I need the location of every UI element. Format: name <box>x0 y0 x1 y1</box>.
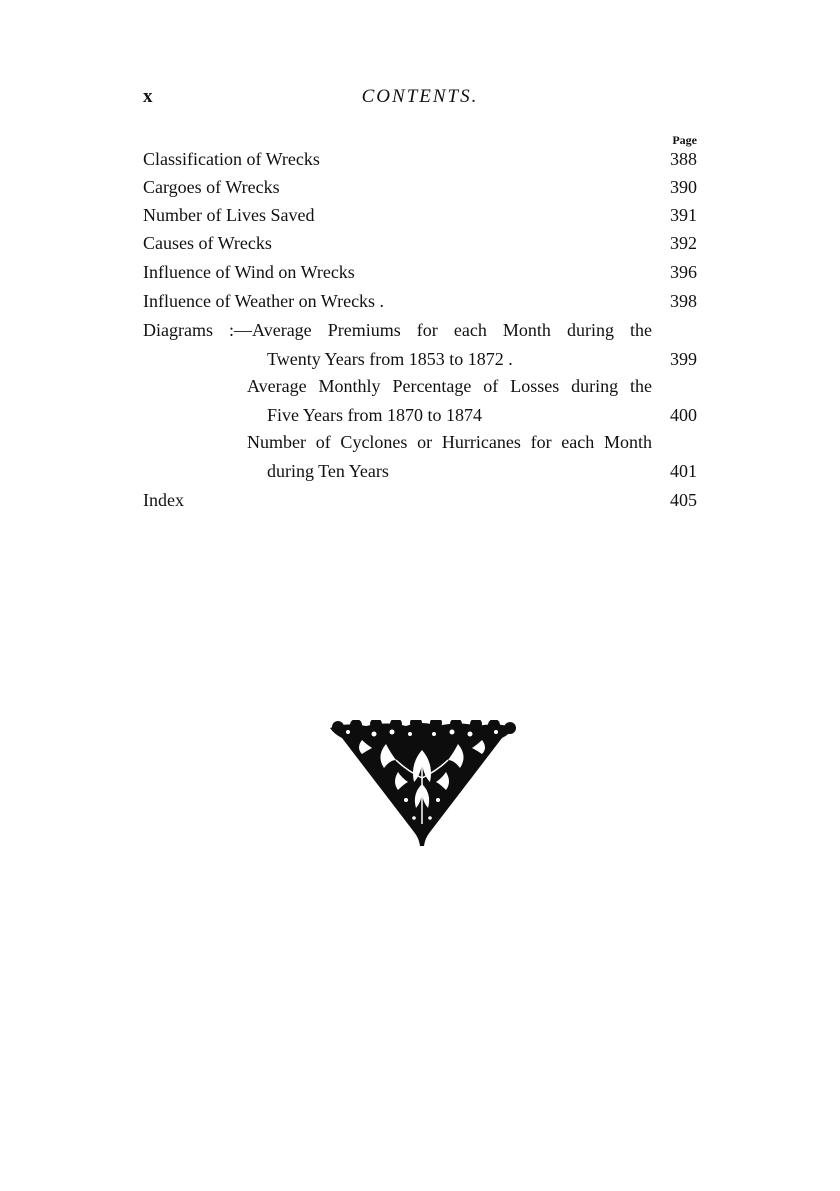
toc-entry <box>143 174 697 200</box>
toc-diagram-title: Number of Cyclones or Hurricanes for each Month <box>247 432 652 452</box>
page-title: CONTENTS. <box>361 86 479 107</box>
toc-diagrams-heading-line <box>143 317 697 343</box>
toc-entry-page: 400 <box>670 405 697 425</box>
toc-entry-title: Classification of Wrecks <box>143 149 320 169</box>
toc-entry-title: Number of Lives Saved <box>143 205 315 225</box>
toc-diagram-title-cont: during Ten Years <box>267 461 389 481</box>
triangular-floral-ornament-icon <box>326 720 518 848</box>
toc-diagram-entry <box>143 429 697 455</box>
toc-entry <box>143 202 697 228</box>
toc-entry-title: Index <box>143 490 184 510</box>
toc-entry-page: 405 <box>670 490 697 510</box>
toc-entry-page: 392 <box>670 233 697 253</box>
toc-diagram-title-cont: Five Years from 1870 to 1874 <box>267 405 482 425</box>
toc-diagram-title-cont: Twenty Years from 1853 to 1872 . <box>267 349 513 369</box>
toc-diagram-title: Diagrams :—Average Premiums for each Month during the <box>143 320 652 340</box>
toc-entry-page: 390 <box>670 177 697 197</box>
toc-entry-page: 391 <box>670 205 697 225</box>
toc-entry <box>143 259 697 285</box>
toc-entry-page: 388 <box>670 149 697 169</box>
toc-entry <box>143 230 697 256</box>
toc-diagram-entry <box>143 373 697 399</box>
toc-entry-title: Influence of Wind on Wrecks <box>143 262 355 282</box>
toc-entry-title: Cargoes of Wrecks <box>143 177 280 197</box>
page-number: x <box>143 86 153 107</box>
toc-entry-title: Causes of Wrecks <box>143 233 272 253</box>
toc-entry <box>143 146 697 172</box>
toc-diagram-title: Average Monthly Percentage of Losses during the <box>247 376 652 396</box>
toc-entry-page: 396 <box>670 262 697 282</box>
page-column-label: Page <box>672 133 697 147</box>
toc-diagram-entry <box>143 458 697 484</box>
toc-diagram-entry <box>143 346 697 372</box>
toc-entry-page: 399 <box>670 349 697 369</box>
toc-entry-index <box>143 487 697 513</box>
toc-entry-title: Influence of Weather on Wrecks . <box>143 291 385 311</box>
toc-entry-page: 401 <box>670 461 697 481</box>
toc-diagram-entry <box>143 402 697 428</box>
toc-entry <box>143 288 697 314</box>
toc-entry-page: 398 <box>670 291 697 311</box>
